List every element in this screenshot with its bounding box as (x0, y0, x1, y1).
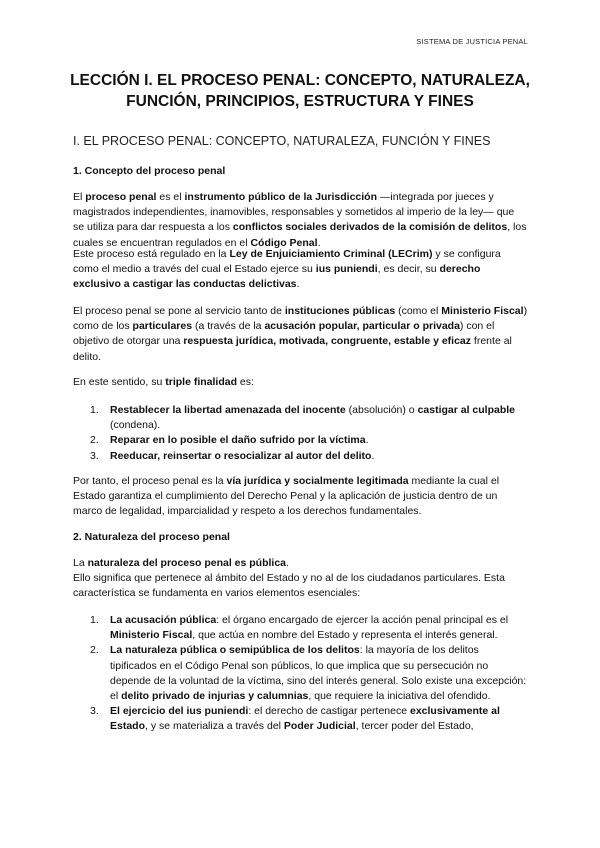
subsection-heading-1: 1. Concepto del proceso penal (73, 165, 226, 177)
list-item: 3. Reeducar, reinsertar o resocializar al autor del delito. (90, 449, 375, 462)
nature-elements-list (90, 613, 528, 735)
subsection-heading-2: 2. Naturaleza del proceso penal (73, 531, 230, 543)
section-heading: I. EL PROCESO PENAL: CONCEPTO, NATURALEZA, FUNCIÓN Y FINES (73, 134, 491, 148)
paragraph-triple-purpose: En este sentido, su triple finalidad es: (73, 376, 254, 388)
paragraph-concept: El proceso penal es el instrumento público de la Jurisdicción —integrada por jueces y magistrados independientes, inamovibles, responsables y sometidos al imperio de la ley— que se utiliza para dar respuesta a los conflictos sociales derivados de la comisión de delitos, los cuales se encuentran regulados en el Código Penal. (73, 191, 527, 249)
running-header: SISTEMA DE JUSTICIA PENAL (416, 37, 528, 46)
paragraph-regulation: Este proceso está regulado en la Ley de Enjuiciamiento Criminal (LECrim) y se configura como el medio a través del cual el Estado ejerce su ius puniendi, es decir, su derecho exclusivo a castigar las conductas delictivas. (73, 248, 501, 291)
paragraph-conclusion: Por tanto, el proceso penal es la vía jurídica y socialmente legitimada mediante la cual el Estado garantiza el cumplimiento del Derecho Penal y la aplicación de justicia dentro de un marco de legalidad, imparcialidad y respeto a los derechos fundamentales. (73, 475, 500, 518)
list-item: 2. Reparar en lo posible el daño sufrido por la víctima. (90, 434, 369, 447)
list-item: 3. El ejercicio del ius puniendi: el derecho de castigar pertenece exclusivamente al Estado, y se materializa a través del Poder Judicial, tercer poder del Estado, (90, 705, 500, 733)
paragraph-nature-explanation: Ello significa que pertenece al ámbito del Estado y no al de los ciudadanos particulares. Esta característica se fundamenta en varios elementos esenciales: (73, 572, 505, 600)
list-item: 2. La naturaleza pública o semipública de los delitos: la mayoría de los delitos tipificados en el Código Penal son públicos, lo que implica que su persecución no depende de la voluntad de la víctima, sino del interés general. Solo existe una excepción: el delito privado de injurias y calumnias, que requiere la iniciativa del ofendido. (90, 644, 527, 703)
lesson-title: LECCIÓN I. EL PROCESO PENAL: CONCEPTO, NATURALEZA, FUNCIÓN, PRINCIPIOS, ESTRUCTURA Y FINES (70, 72, 530, 110)
list-item: 1. Restablecer la libertad amenazada del inocente (absolución) o castigar al culpable (condena). (90, 404, 516, 432)
paragraph-service: El proceso penal se pone al servicio tanto de instituciones públicas (como el Ministerio Fiscal) como de los particulares (a través de la acusación popular, particular o privada) con el objetivo de otorgar una respuesta jurídica, motivada, congruente, estable y eficaz frente al delito. (73, 305, 528, 363)
list-item: 1. La acusación pública: el órgano encargado de ejercer la acción penal principal es el Ministerio Fiscal, que actúa en nombre del Estado y representa el interés general. (90, 614, 509, 642)
purpose-list (90, 403, 528, 464)
paragraph-public-nature: La naturaleza del proceso penal es pública. (73, 557, 289, 569)
